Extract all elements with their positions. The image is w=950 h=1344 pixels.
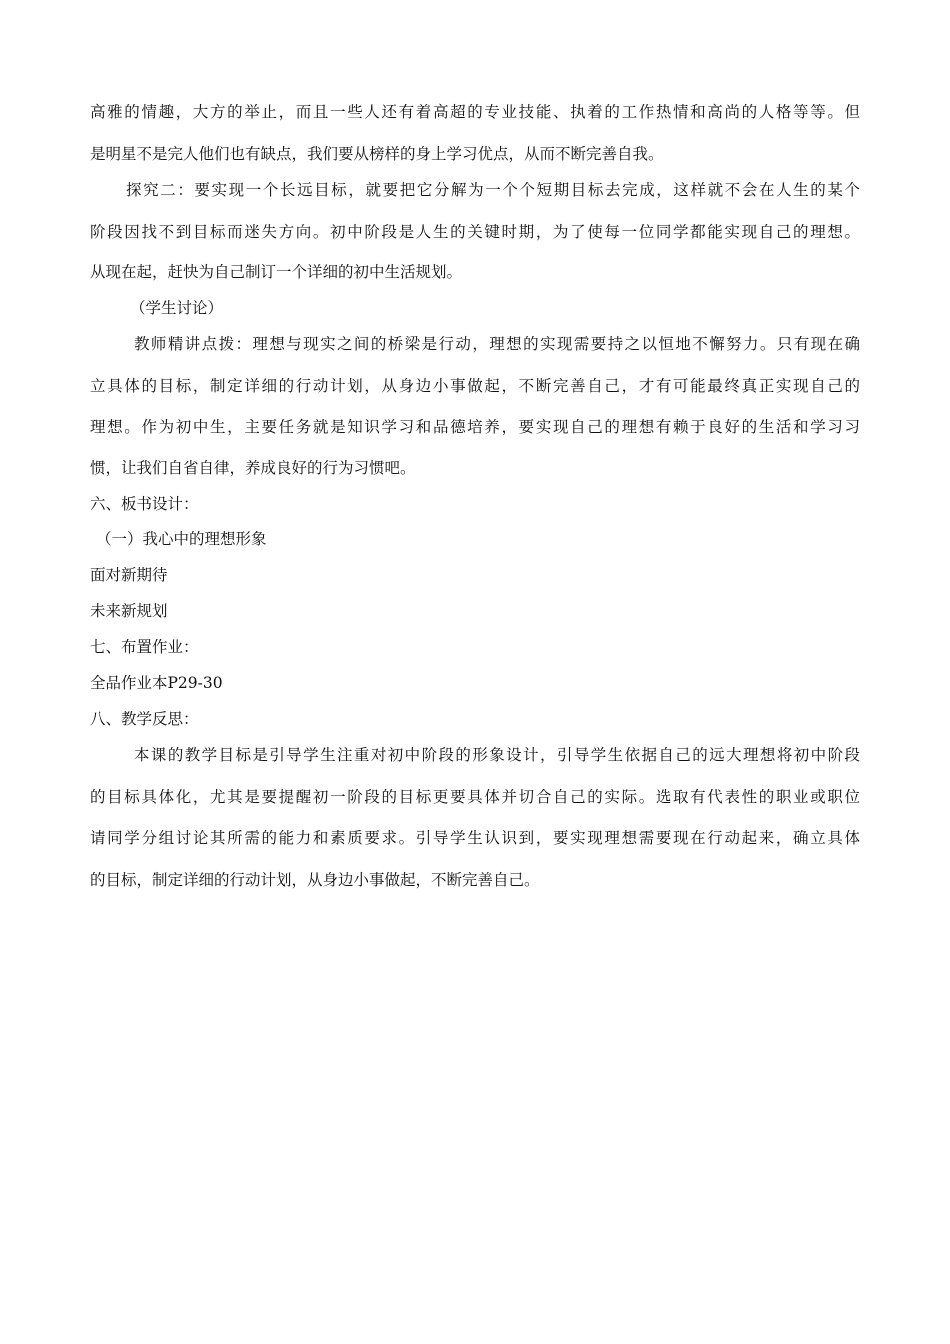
- paragraph-line: 的目标具体化，尤其是要提醒初一阶段的目标更要具体并切合自己的实际。选取有代表性的职业或职位: [90, 788, 860, 806]
- paragraph-line: 教师精讲点拨：理想与现实之间的桥梁是行动，理想的实现需要持之以恒地不懈努力。只有现在确: [134, 335, 860, 353]
- paragraph-line: 是明星不是完人他们也有缺点，我们要从榜样的身上学习优点，从而不断完善自我。: [90, 145, 664, 163]
- paragraph-line: 未来新规划: [90, 602, 168, 620]
- paragraph-line: 阶段因找不到目标而迷失方向。初中阶段是人生的关键时期，为了使每一位同学都能实现自己的理想。: [90, 223, 860, 241]
- paragraph-line: 从现在起，赶快为自己制订一个详细的初中生活规划。: [90, 263, 463, 281]
- section-heading: 七、布置作业：: [90, 638, 199, 656]
- paragraph-line: 面对新期待: [90, 566, 168, 584]
- paragraph-line: 高雅的情趣，大方的举止，而且一些人还有着高超的专业技能、执着的工作热情和高尚的人格等等。但: [90, 103, 860, 121]
- paragraph-line: 全品作业本P29-30: [90, 674, 223, 692]
- section-heading: 八、教学反思：: [90, 710, 199, 728]
- paragraph-line: 本课的教学目标是引导学生注重对初中阶段的形象设计，引导学生依据自己的远大理想将初中阶段: [134, 746, 860, 764]
- paragraph-line: 惯，让我们自省自律，养成良好的行为习惯吧。: [90, 459, 416, 477]
- paragraph-line: 探究二：要实现一个长远目标，就要把它分解为一个个短期目标去完成，这样就不会在人生的某个: [126, 181, 860, 199]
- paragraph-line: 理想。作为初中生，主要任务就是知识学习和品德培养，要实现自己的理想有赖于良好的生活和学习习: [90, 418, 860, 436]
- section-heading: 六、板书设计：: [90, 495, 199, 513]
- paragraph-line: 的目标，制定详细的行动计划，从身边小事做起，不断完善自己。: [90, 871, 540, 889]
- paragraph-line: 立具体的目标，制定详细的行动计划，从身边小事做起，不断完善自己，才有可能最终真正实现自己的: [90, 377, 860, 395]
- paragraph-line: （学生讨论）: [130, 299, 224, 317]
- paragraph-line: 请同学分组讨论其所需的能力和素质要求。引导学生认识到，要实现理想需要现在行动起来，确立具体: [90, 829, 860, 847]
- paragraph-line: （一）我心中的理想形象: [96, 530, 267, 548]
